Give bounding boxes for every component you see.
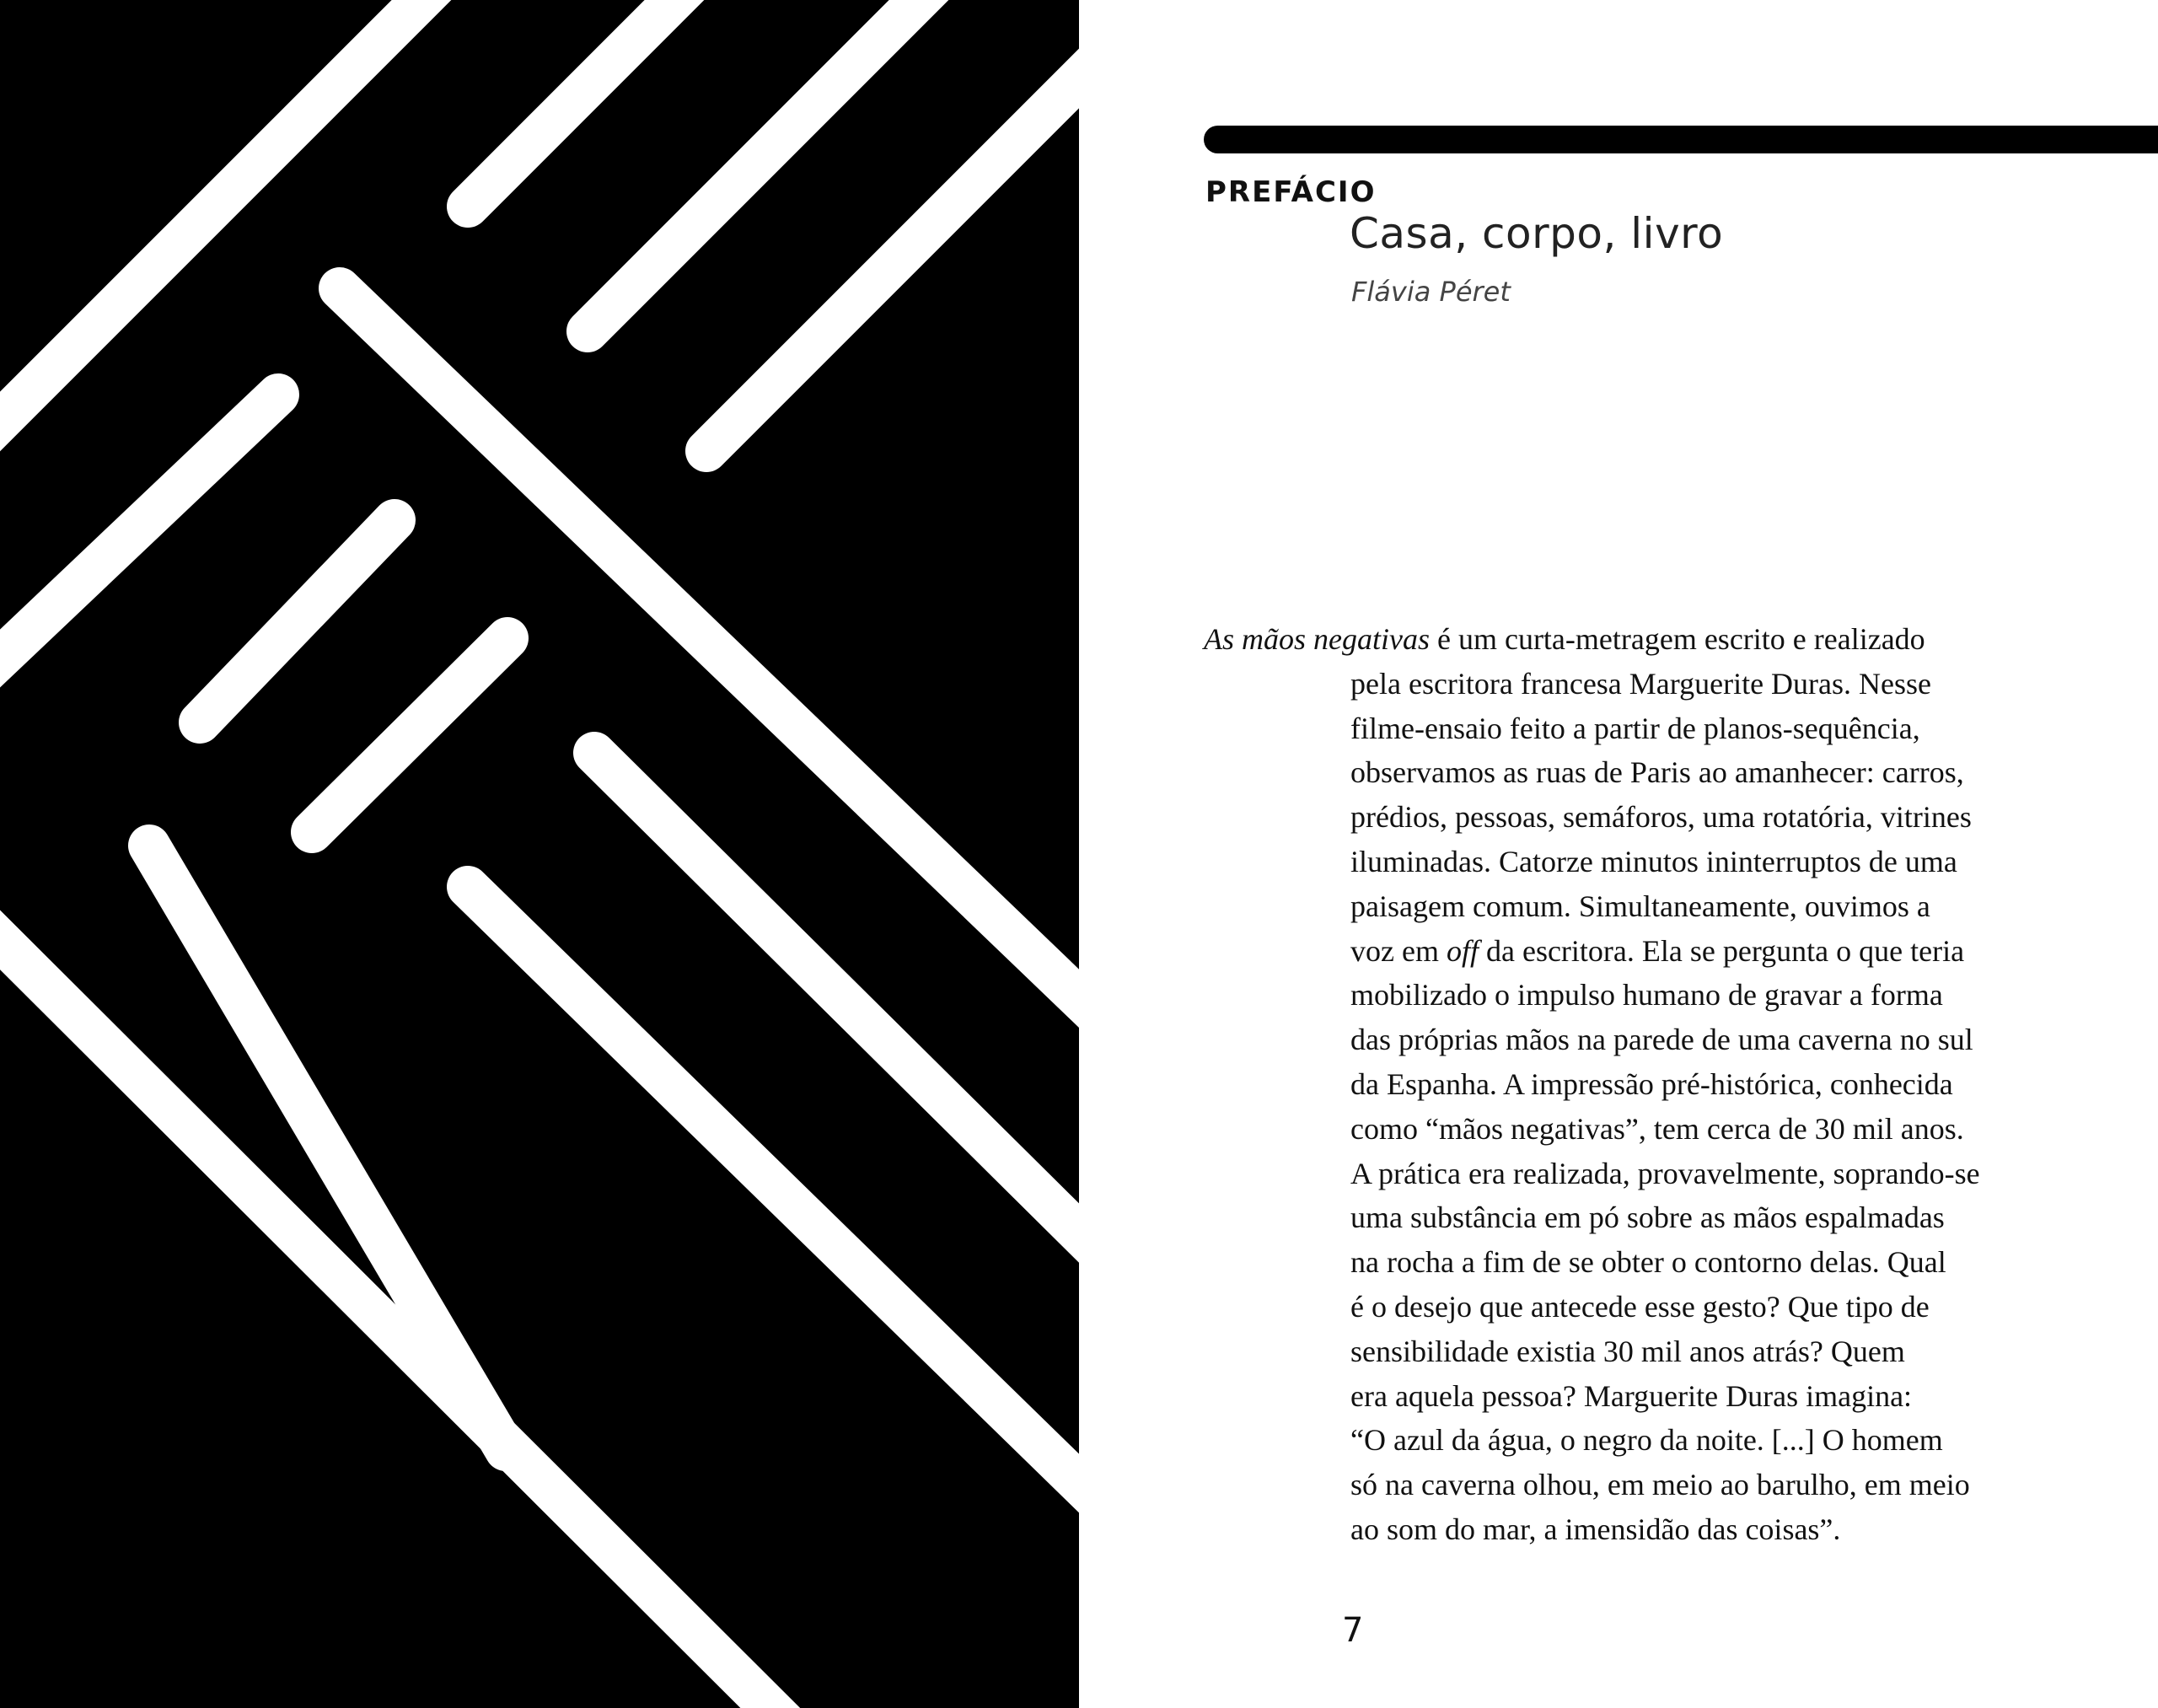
body-line: ao som do mar, a imensidão das coisas”. <box>1350 1512 1841 1546</box>
body-line: pela escritora francesa Marguerite Duras. Nesse <box>1350 666 1932 701</box>
body-line: era aquela pessoa? Marguerite Duras imagina: <box>1350 1378 1913 1413</box>
italic-term: off <box>1446 933 1479 968</box>
body-paragraph <box>1204 617 1980 1552</box>
body-line: filme-ensaio feito a partir de planos-sequência, <box>1350 711 1920 745</box>
chapter-author: Flávia Péret <box>1351 276 1511 308</box>
header-rule <box>1204 126 2158 153</box>
film-title: As mãos negativas <box>1204 622 1430 656</box>
section-label: PREFÁCIO <box>1205 175 1377 209</box>
body-line: na rocha a fim de se obter o contorno delas. Qual <box>1350 1245 1946 1280</box>
body-line: uma substância em pó sobre as mãos espalmadas <box>1350 1200 1945 1235</box>
body-line: sensibilidade existia 30 mil anos atrás? Quem <box>1350 1334 1905 1368</box>
body-line: das próprias mãos na parede de uma caverna no sul <box>1350 1023 1973 1057</box>
body-line: da Espanha. A impressão pré-histórica, conhecida <box>1350 1066 1953 1101</box>
body-line: iluminadas. Catorze minutos ininterruptos de uma <box>1350 844 1957 878</box>
body-line: observamos as ruas de Paris ao amanhecer: carros, <box>1350 755 1964 790</box>
body-line: A prática era realizada, provavelmente, soprando-se <box>1350 1156 1980 1190</box>
body-line: paisagem comum. Simultaneamente, ouvimos a <box>1350 889 1930 923</box>
body-line: é o desejo que antecede esse gesto? Que tipo de <box>1350 1289 1930 1324</box>
body-line: voz em off da escritora. Ela se pergunta o que teria <box>1350 933 1965 968</box>
body-line: As mãos negativas é um curta-metragem escrito e realizado <box>1204 622 1925 656</box>
text-page <box>1079 0 2158 1708</box>
chapter-title: Casa, corpo, livro <box>1350 209 1724 258</box>
body-line: só na caverna olhou, em meio ao barulho, em meio <box>1350 1468 1970 1502</box>
body-line: prédios, pessoas, semáforos, uma rotatória, vitrines <box>1350 800 1972 835</box>
body-line: “O azul da água, o negro da noite. [...] O homem <box>1350 1423 1943 1458</box>
body-line: mobilizado o impulso humano de gravar a forma <box>1350 978 1943 1012</box>
page-number: 7 <box>1342 1611 1364 1650</box>
body-line: como “mãos negativas”, tem cerca de 30 mil anos. <box>1350 1111 1964 1146</box>
